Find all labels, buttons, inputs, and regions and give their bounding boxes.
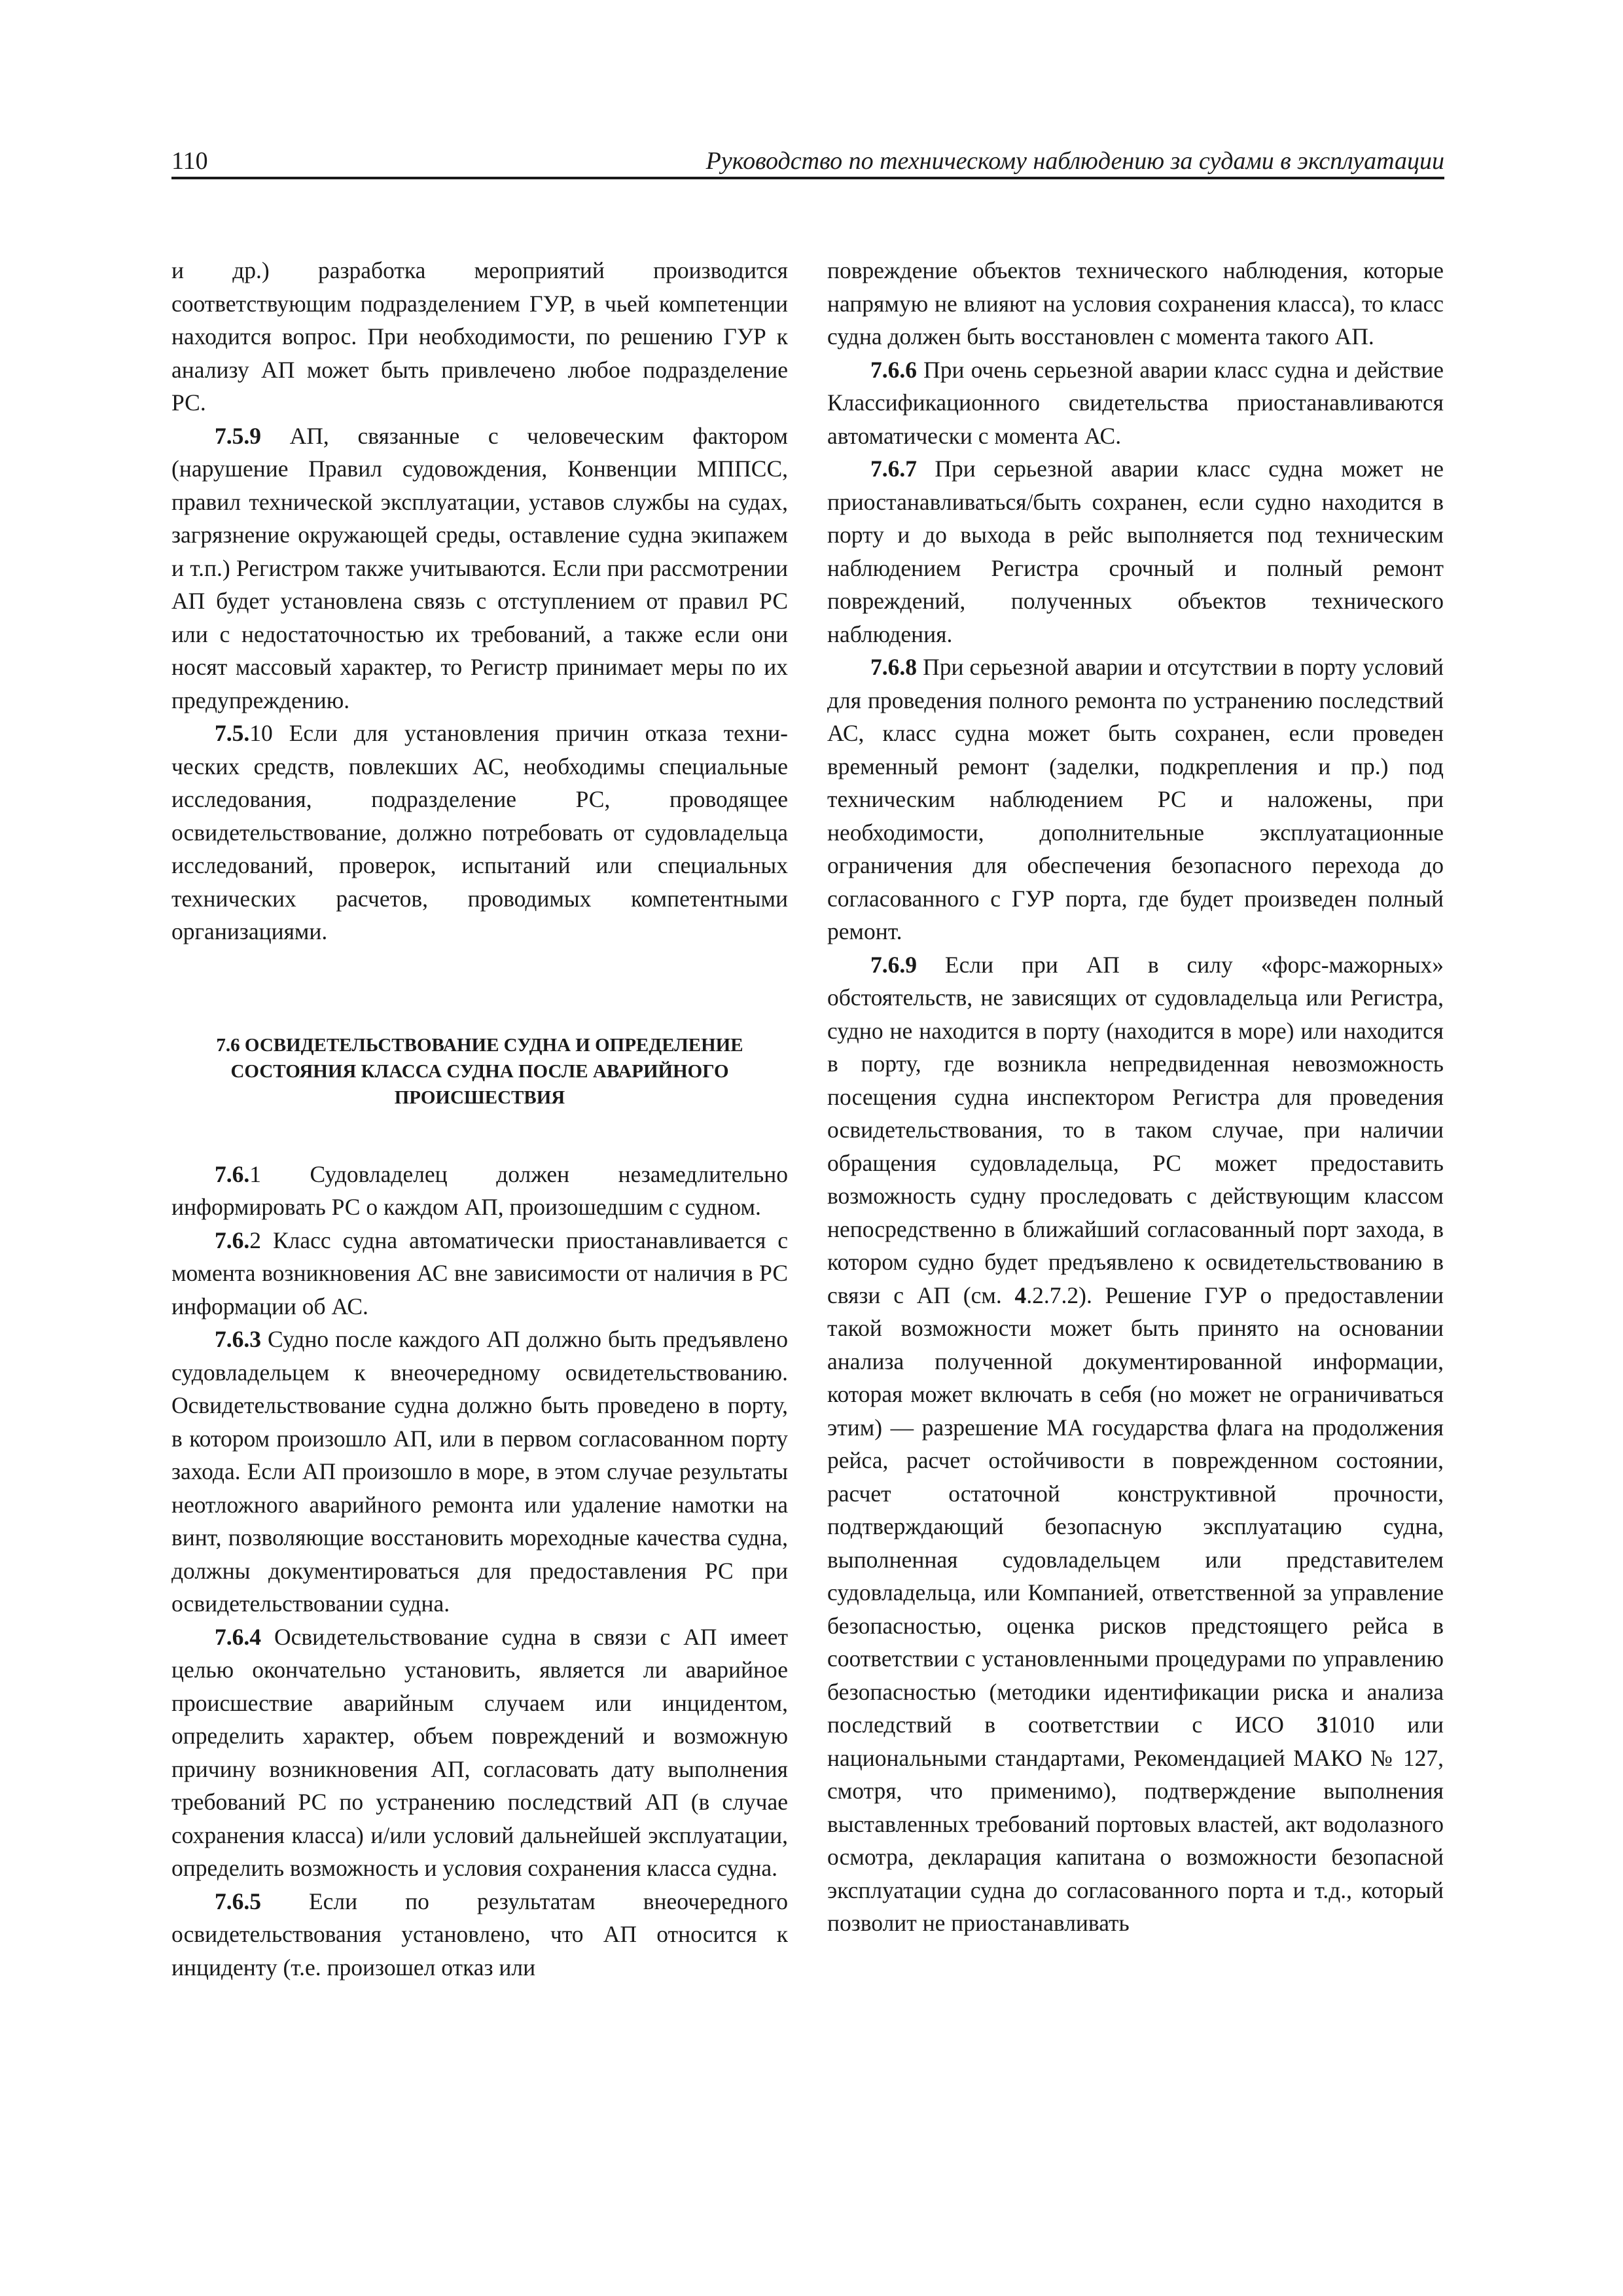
paragraph-7-5-10: 7.5.10 Если для установления причин отказа техни-ческих средств, повлекших АС, необходимы специальные исследования, подразделение РС, проводящее освидетельствование, должно потребовать от судовладельца исследований, проверок, испытаний или специальных технических расчетов, проводимых компетентными организациями. — [171, 720, 788, 944]
paragraph-7-6-4: 7.6.4 Освидетельствование судна в связи с АП имеет целью окончательно установить, является ли аварийное происшествие аварийным случаем или инцидентом, определить характер, объем повреждений и возможную причину возникновения АП, согласовать дату выполнения требований РС по устранению последствий АП (в случае сохранения класса) и/или условий дальнейшей эксплуатации, определить возможность и условия сохранения класса судна. — [171, 1623, 788, 1881]
clause-number: 7.6. — [215, 1160, 250, 1187]
clause-number: 7.6.6 — [870, 356, 917, 383]
clause-number: 7.6.5 — [215, 1888, 261, 1914]
page-header — [171, 145, 1444, 179]
left-column — [171, 254, 788, 1984]
clause-number: 7.6.7 — [870, 456, 917, 482]
paragraph-7-6-1: 7.6.1 Судовладелец должен незамедлительно информировать РС о каждом АП, произошедшим с судном. — [171, 1160, 788, 1220]
clause-number: 7.6.9 — [870, 951, 917, 978]
paragraph-7-6-8: 7.6.8 При серьезной аварии и отсутствии в порту условий для проведения полного ремонта по устранению последствий АС, класс судна может быть сохранен, если проведен временный ремонт (заделки, подкрепления и пр.) под техническим наблюдением РС и наложены, при необходимости, дополнительные эксплуатационные ограничения для обеспечения безопасного перехода до согласованного с ГУР порта, где будет произведен полный ремонт. — [827, 654, 1444, 944]
paragraph-7-6-3: 7.6.3 Судно после каждого АП должно быть предъявлено судовладельцем к внеочередному освидетельствованию. Освидетельствование судна должно быть проведено в порту, в котором произошло АП, или в первом согласованном порту захода. Если АП произошло в море, в этом случае результаты неотложного аварийного ремонта или удаление намотки на винт, позволяющие восстановить мореходные качества судна, должны документироваться для предоставления РС при освидетельствовании судна. — [171, 1326, 788, 1617]
clause-number: 7.5.9 — [215, 422, 261, 449]
standard-number: 3 — [1316, 1712, 1329, 1738]
reference-number: 4 — [1014, 1282, 1027, 1308]
clause-number: 7.6.3 — [215, 1326, 261, 1352]
section-heading: 7.6 ОСВИДЕТЕЛЬСТВОВАНИЕ СУДНА И ОПРЕДЕЛЕНИЕ СОСТОЯНИЯ КЛАССА СУДНА ПОСЛЕ АВАРИЙНОГО ПРОИСШЕСТВИЯ — [216, 1034, 743, 1108]
clause-number: 7.6. — [215, 1227, 250, 1253]
clause-number: 7.6.8 — [870, 654, 917, 680]
paragraph-7-6-9: 7.6.9 Если при АП в силу «форс-мажорных» обстоятельств, не зависящих от судовладельца или Регистра, судно не находится в порту (находится в море) или находится в порту, где возникла непредвиденная невозможность посещения судна инспектором Регистра для проведения освидетельствования, то в таком случае, при наличии обращения судовладельца, РС может предоставить возможность судну проследовать с действующим классом непосредственно в ближайший согласованный порт захода, в котором судно будет предъявлено к освидетельствованию в связи с АП (см. 4.2.7.2). Решение ГУР о предоставлении такой возможности может быть принято на основании анализа полученной документированной информации, которая может включать в себя (но может не ограничиваться этим) — разрешение МА государства флага на продолжения рейса, расчет остойчивости в поврежденном состоянии, расчет остаточной конструктивной прочности, подтверждающий безопасную эксплуатацию судна, выполненная судовладельцем или представителем судовладельца, или Компанией, ответственной за управление безопасностью, оценка рисков предстоящего рейса в соответствии с установленными процедурами по управлению безопасностью (методики идентификации риска и анализа последствий в соответствии с ИСО 31010 или национальными стандартами, Рекомендацией МАКО № 127, смотря, что применимо), подтверждение выполнения выставленных требований портовых властей, акт водолазного осмотра, декларация капитана о возможности безопасной эксплуатации судна до согласованного порта и т.д., который позволит не приостанавливать — [827, 951, 1444, 1936]
clause-number: 7.5. — [215, 720, 250, 746]
paragraph-7-6-7: 7.6.7 При серьезной аварии класс судна может не приостанавливаться/быть сохранен, если судно находится в порту и до выхода в рейс выполняется под техническим наблюдением Регистра срочный и полный ремонт повреждений, полученных объектов технического наблюдения. — [827, 456, 1444, 647]
paragraph-7-6-5: 7.6.5 Если по результатам внеочередного освидетельствования установлено, что АП относится к инциденту (т.е. произошел отказ или — [171, 1888, 788, 1981]
clause-number: 7.6.4 — [215, 1623, 261, 1650]
page-number: 110 — [171, 147, 208, 175]
paragraph-7-6-6: 7.6.6 При очень серьезной аварии класс судна и действие Классификационного свидетельства приостанавливаются автоматически с момента АС. — [827, 356, 1444, 449]
paragraph-7-5-9: 7.5.9 АП, связанные с человеческим фактором (нарушение Правил судовождения, Конвенции МППСС, правил технической эксплуатации, уставов службы на судах, загрязнение окружающей среды, оставление судна экипажем и т.п.) Регистром также учитываются. Если при рассмотрении АП будет установлена связь с отступлением от правил РС или с недостаточностью их требований, а также если они носят массовый характер, то Регистр принимает меры по их предупреждению. — [171, 422, 788, 713]
paragraph-continued: повреждение объектов технического наблюдения, которые напрямую не влияют на условия сохранения класса), то класс судна должен быть восстановлен с момента такого АП. — [827, 257, 1444, 350]
paragraph-continued: и др.) разработка мероприятий производится соответствующим подразделением ГУР, в чьей компетенции находится вопрос. При необходимости, по решению ГУР к анализу АП может быть привлечено любое подразделение РС. — [171, 257, 788, 416]
running-title: Руководство по техническому наблюдению за судами в эксплуатации — [705, 147, 1444, 175]
right-column — [827, 254, 1444, 1940]
paragraph-7-6-2: 7.6.2 Класс судна автоматически приостанавливается с момента возникновения АС вне зависимости от наличия в РС информации об АС. — [171, 1227, 788, 1319]
